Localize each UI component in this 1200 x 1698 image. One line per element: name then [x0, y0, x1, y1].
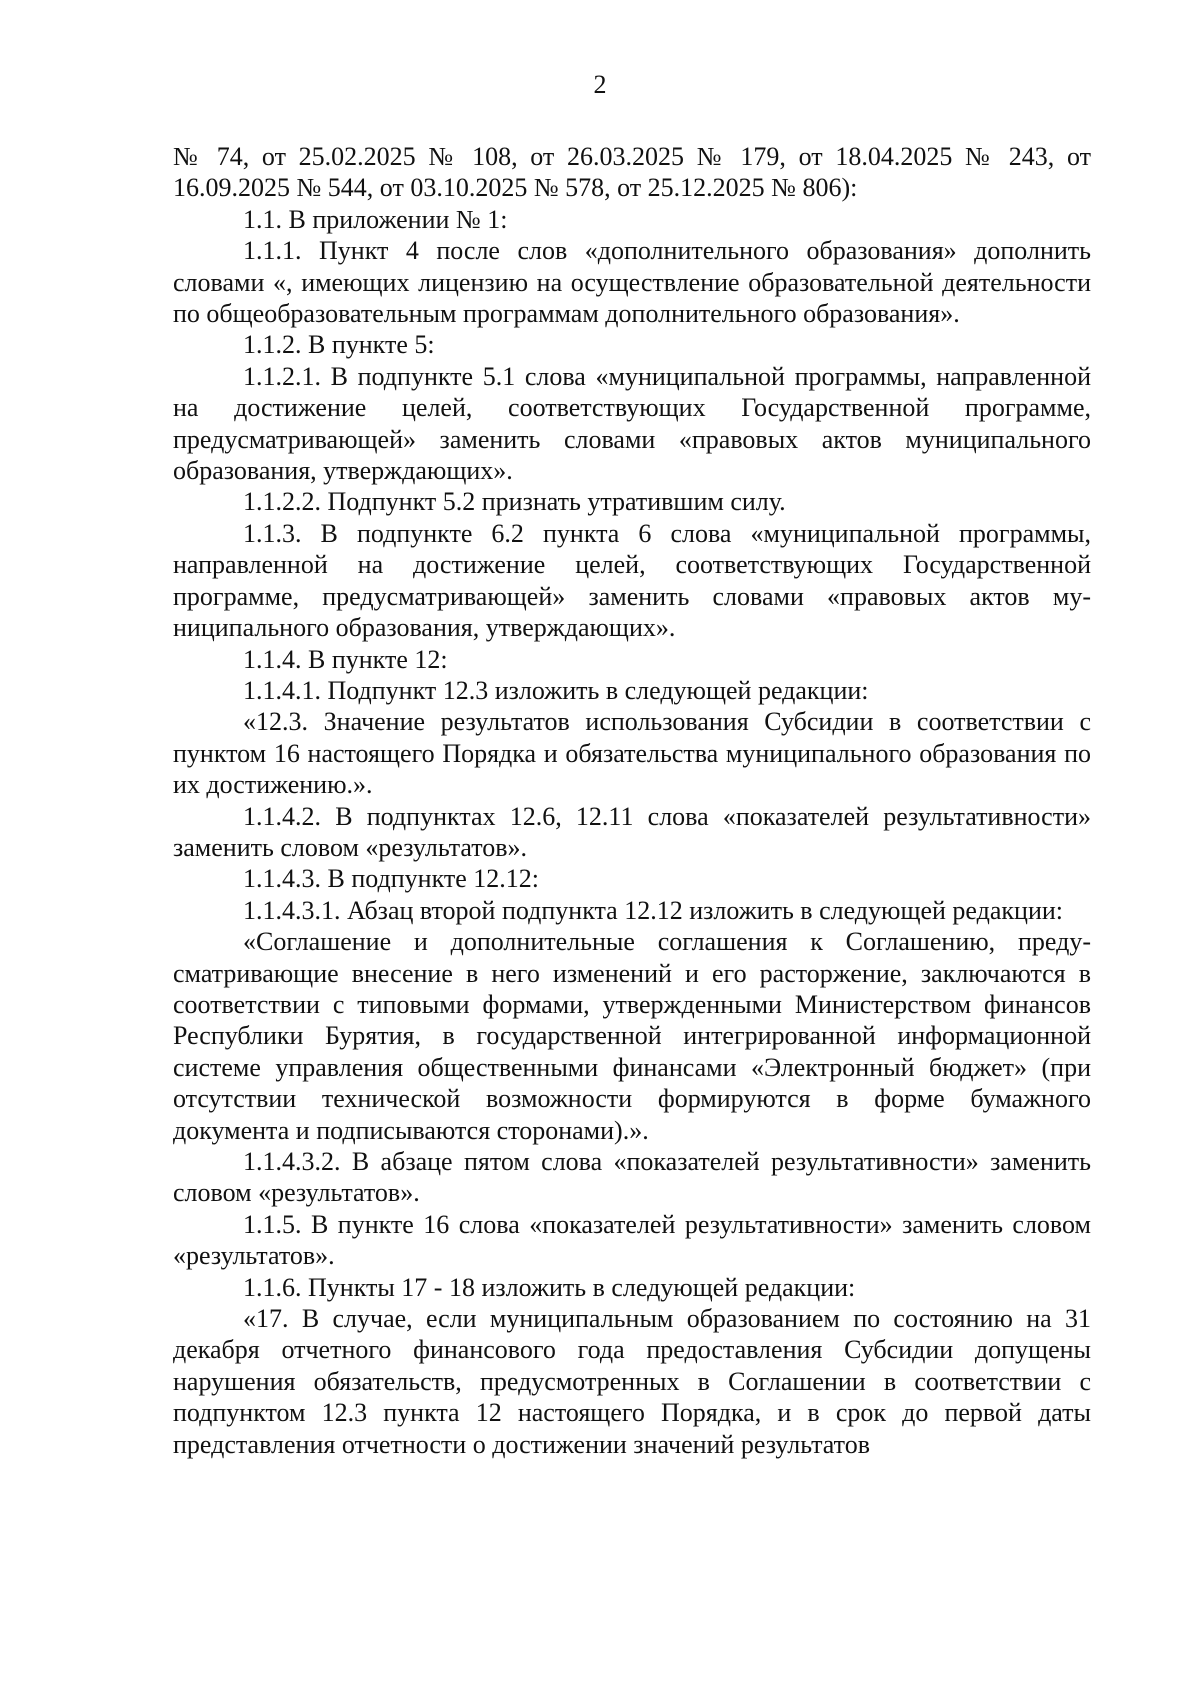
paragraph-1-1-2-1: 1.1.2.1. В подпункте 5.1 слова «муниципальной программы, направленной на достижение целей, соответствующих Государственной программе, предусматривающей» заменить словами «правовых актов муниципального образования, утверждающих». [173, 361, 1091, 486]
paragraph-continuation: № 74, от 25.02.2025 № 108, от 26.03.2025 № 179, от 18.04.2025 № 243, от 16.09.2025 № 544, от 03.10.2025 № 578, от 25.12.2025 № 806): [173, 142, 1091, 203]
quote-17: «17. В случае, если муниципальным образованием по состоянию на 31 декабря отчетного финансового года предоставления Субсидии допущены нарушения обязательств, предусмотренных в Соглашении в соответствии с подпунктом 12.3 пункта 12 настоящего Порядка, и в срок до первой даты представления отчетности о достижении значений результатов [173, 1304, 1091, 1459]
quote-12-3: «12.3. Значение результатов использования Субсидии в соответствии с пунктом 16 настоящего Порядка и обязательства муниципального образования по их достижению.». [173, 707, 1091, 800]
paragraph-1-1-4-2: 1.1.4.2. В подпунктах 12.6, 12.11 слова «показателей результативности» заменить словом «результатов». [173, 801, 1091, 862]
paragraph-1-1: 1.1. В приложении № 1: [243, 204, 508, 234]
paragraph-1-1-2: 1.1.2. В пункте 5: [243, 330, 435, 360]
paragraph-1-1-1: 1.1.1. Пункт 4 после слов «дополнительного образования» дополнить словами «, имеющих лицензию на осуществление образовательной деятельности по общеобразовательным программам дополнительного образования». [173, 236, 1091, 329]
document-body [173, 141, 1091, 1460]
paragraph-1-1-4-3-2: 1.1.4.3.2. В абзаце пятом слова «показателей результативности» заменить словом «результатов». [173, 1147, 1091, 1208]
paragraph-1-1-4-1: 1.1.4.1. Подпункт 12.3 изложить в следующей редакции: [243, 675, 869, 705]
paragraph-1-1-5: 1.1.5. В пункте 16 слова «показателей результативности» заменить словом «результатов». [173, 1209, 1091, 1271]
quote-agreement: «Соглашение и дополнительные соглашения к Соглашению, предусматривающие внесение в него изменений и его расторжение, заключаются в соответствии с типовыми формами, утвержденными Министерством финансов Республики Бурятия, в государственной интегрированной информационной системе управления общественными финансами «Электронный бюджет» (при отсутствии технической возможности формируются в форме бумажного документа и подписываются сторонами).». [173, 927, 1091, 1145]
paragraph-1-1-4-3: 1.1.4.3. В подпункте 12.12: [243, 864, 539, 894]
paragraph-1-1-3: 1.1.3. В подпункте 6.2 пункта 6 слова «муниципальной программы, направленной на достижение целей, соответствующих Государственной программе, предусматривающей» заменить словами «правовых актов муниципального образования, утверждающих». [173, 518, 1091, 643]
page-number: 2 [593, 70, 607, 99]
paragraph-1-1-2-2: 1.1.2.2. Подпункт 5.2 признать утратившим силу. [243, 487, 786, 517]
paragraph-1-1-6: 1.1.6. Пункты 17 - 18 изложить в следующей редакции: [243, 1272, 856, 1302]
paragraph-1-1-4: 1.1.4. В пункте 12: [243, 644, 448, 674]
paragraph-1-1-4-3-1: 1.1.4.3.1. Абзац второй подпункта 12.12 изложить в следующей редакции: [243, 895, 1063, 925]
